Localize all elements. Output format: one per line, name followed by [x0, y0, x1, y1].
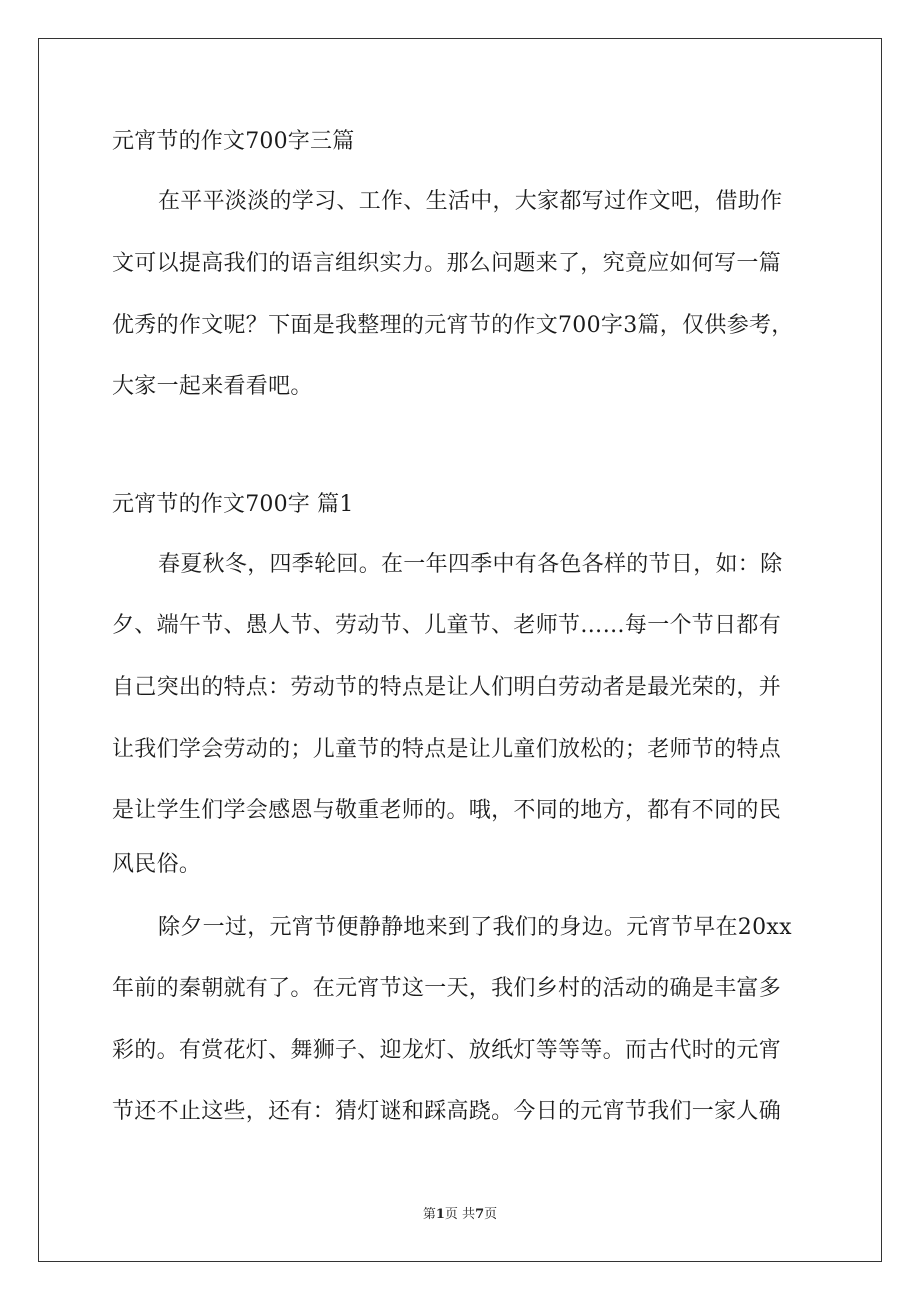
paragraph-line: 春夏秋冬，四季轮回。在一年四季中有各色各样的节日，如：除 — [158, 552, 783, 577]
footer-prefix: 第 — [422, 1207, 436, 1222]
intro-line: 优秀的作文呢？下面是我整理的元宵节的作文700字3篇，仅供参考， — [112, 313, 794, 338]
page-border — [38, 38, 882, 1262]
paragraph-line: 彩的。有赏花灯、舞狮子、迎龙灯、放纸灯等等等。而古代时的元宵 — [112, 1038, 782, 1063]
total-pages-number: 7 — [475, 1207, 485, 1222]
footer-suffix: 页 — [484, 1207, 498, 1222]
paragraph-line: 夕、端午节、愚人节、劳动节、儿童节、老师节……每一个节日都有 — [112, 613, 782, 638]
current-page-number: 1 — [435, 1207, 445, 1222]
paragraph-line: 风民俗。 — [112, 852, 202, 877]
document-title: 元宵节的作文700字三篇 — [112, 129, 355, 154]
paragraph-line: 节还不止这些，还有：猜灯谜和踩高跷。今日的元宵节我们一家人确 — [112, 1099, 782, 1124]
page-footer — [0, 1206, 920, 1224]
intro-line: 在平平淡淡的学习、工作、生活中，大家都写过作文吧，借助作 — [158, 189, 783, 214]
paragraph-line: 让我们学会劳动的；儿童节的特点是让儿童们放松的；老师节的特点 — [112, 737, 782, 762]
paragraph-line: 除夕一过，元宵节便静静地来到了我们的身边。元宵节早在20xx — [158, 915, 792, 940]
section-heading: 元宵节的作文700字 篇1 — [112, 492, 354, 517]
intro-line: 大家一起来看看吧。 — [112, 374, 313, 399]
paragraph-line: 是让学生们学会感恩与敬重老师的。哦，不同的地方，都有不同的民 — [112, 798, 782, 823]
footer-middle: 页 共 — [444, 1207, 476, 1222]
paragraph-line: 年前的秦朝就有了。在元宵节这一天，我们乡村的活动的确是丰富多 — [112, 976, 782, 1001]
intro-line: 文可以提高我们的语言组织实力。那么问题来了，究竟应如何写一篇 — [112, 251, 782, 276]
paragraph-line: 自己突出的特点：劳动节的特点是让人们明白劳动者是最光荣的，并 — [112, 675, 782, 700]
